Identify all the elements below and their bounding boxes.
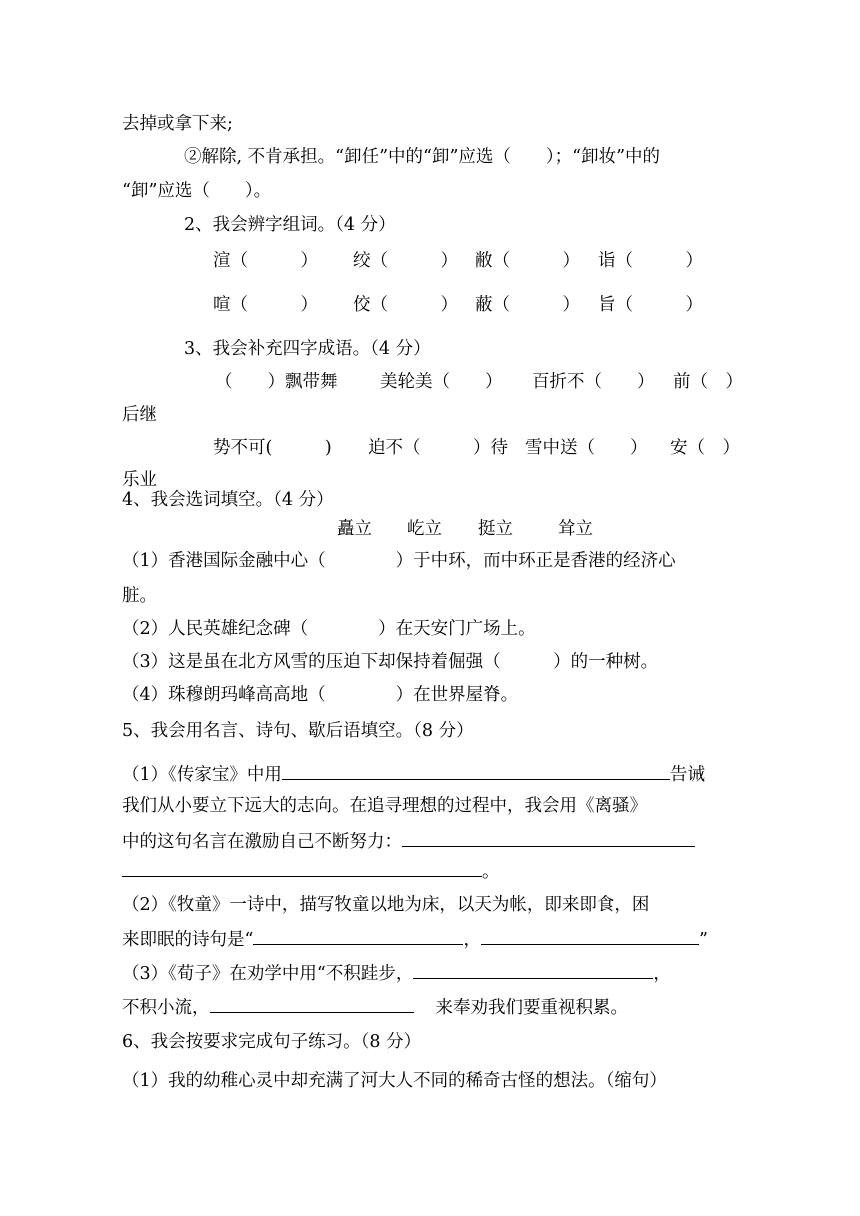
s5-q2-close: ”	[698, 930, 708, 950]
s2-row2-item1: 喧（ ）	[213, 295, 318, 315]
s5-q2-comma: ，	[463, 930, 481, 950]
s5-q1-line1	[122, 761, 705, 787]
s3-row1-tail: 后继	[122, 405, 157, 425]
s4-q4: （4）珠穆朗玛峰高高地（ ）在世界屋脊。	[122, 685, 519, 705]
line-3: “卸”应选（ ）。	[122, 181, 272, 201]
s2-row2-item4: 旨（ ）	[598, 295, 703, 315]
line-1: 去掉或拿下来;	[122, 114, 233, 134]
s5-q2-prefix: 来即眠的诗句是“	[122, 930, 254, 950]
section-4-title: 4、我会选词填空。（4 分）	[122, 490, 334, 510]
s3-row1-item1: （ ）飘带舞	[215, 372, 338, 392]
s4-q2: （2）人民英雄纪念碑（ ）在天安门广场上。	[122, 619, 536, 639]
s2-row1-item3: 敝（ ）	[475, 251, 580, 271]
answer-blank[interactable]	[481, 926, 699, 945]
section-6-title: 6、我会按要求完成句子练习。（8 分）	[122, 1032, 422, 1052]
s2-row1-item1: 渲（ ）	[213, 251, 318, 271]
s5-q2-line2	[122, 926, 708, 952]
answer-blank[interactable]	[282, 761, 670, 780]
s5-q1-prompt: 中的这句名言在激励自己不断努力：	[122, 832, 402, 852]
s5-q3-mid: 不积小流，	[122, 998, 210, 1018]
s3-row2-item2: 迫不（ ）待	[368, 438, 508, 458]
s3-row1-item3: 百折不（ ）	[532, 372, 655, 392]
s5-q1-prefix: （1）《传家宝》中用	[122, 765, 282, 785]
s6-q1: （1）我的幼稚心灵中却充满了河大人不同的稀奇古怪的想法。（缩句）	[122, 1071, 667, 1091]
s5-q3-suffix: 来奉劝我们要重视积累。	[435, 998, 628, 1018]
s4-q3: （3）这是虽在北方风雪的压迫下却保持着倔强（ ）的一种树。	[122, 652, 659, 672]
s4-word-3: 挺立	[478, 519, 513, 539]
s5-q1-line4	[122, 858, 500, 884]
s5-q1-line2: 我们从小要立下远大的志向。在追寻理想的过程中，我会用《离骚》	[122, 796, 647, 816]
s2-row1-item4: 诣（ ）	[598, 251, 703, 271]
s3-row2-tail: 乐业	[122, 470, 157, 490]
answer-blank[interactable]	[122, 858, 482, 877]
s4-word-1: 矗立	[337, 519, 372, 539]
s5-q2-line1: （2）《牧童》一诗中，描写牧童以地为床，以天为帐，即来即食，困	[122, 895, 650, 915]
s2-row1-item2: 绞（ ）	[353, 251, 458, 271]
answer-blank[interactable]	[253, 926, 463, 945]
s3-row1-item4: 前（ ）	[673, 372, 743, 392]
s4-q1: （1）香港国际金融中心（ ）于中环，而中环正是香港的经济心	[122, 551, 676, 571]
answer-blank[interactable]	[402, 828, 695, 847]
s5-q1-period: 。	[482, 862, 500, 882]
s5-q3-prefix: （3）《荀子》在劝学中用“不积跬步，	[122, 964, 414, 984]
s3-row1-item2: 美轮美（ ）	[380, 372, 503, 392]
s4-q1-cont: 脏。	[122, 586, 157, 606]
s4-word-4: 耸立	[558, 519, 593, 539]
s5-q1-suffix: 告诫	[669, 765, 705, 785]
s5-q3-comma: ，	[653, 964, 671, 984]
s5-q3-line1	[122, 960, 671, 986]
s3-row2-item3: 雪中送（ ）	[525, 438, 648, 458]
line-2: ②解除, 不肯承担。“卸任”中的“卸”应选（ ）；“卸妆”中的	[184, 147, 661, 167]
section-2-title: 2、我会辨字组词。（4 分）	[184, 215, 396, 235]
answer-blank[interactable]	[210, 994, 414, 1013]
section-5-title: 5、我会用名言、诗句、歇后语填空。（8 分）	[122, 721, 474, 741]
s5-q3-line2	[122, 994, 628, 1020]
s2-row2-item3: 蔽（ ）	[475, 295, 580, 315]
s5-q1-line3	[122, 828, 695, 854]
s3-row2-item4: 安（ ）	[670, 438, 740, 458]
s2-row2-item2: 佼（ ）	[353, 295, 458, 315]
section-3-title: 3、我会补充四字成语。（4 分）	[184, 339, 431, 359]
answer-blank[interactable]	[413, 960, 653, 979]
s3-row2-item1: 势不可( )	[213, 438, 332, 458]
s4-word-2: 屹立	[407, 519, 442, 539]
